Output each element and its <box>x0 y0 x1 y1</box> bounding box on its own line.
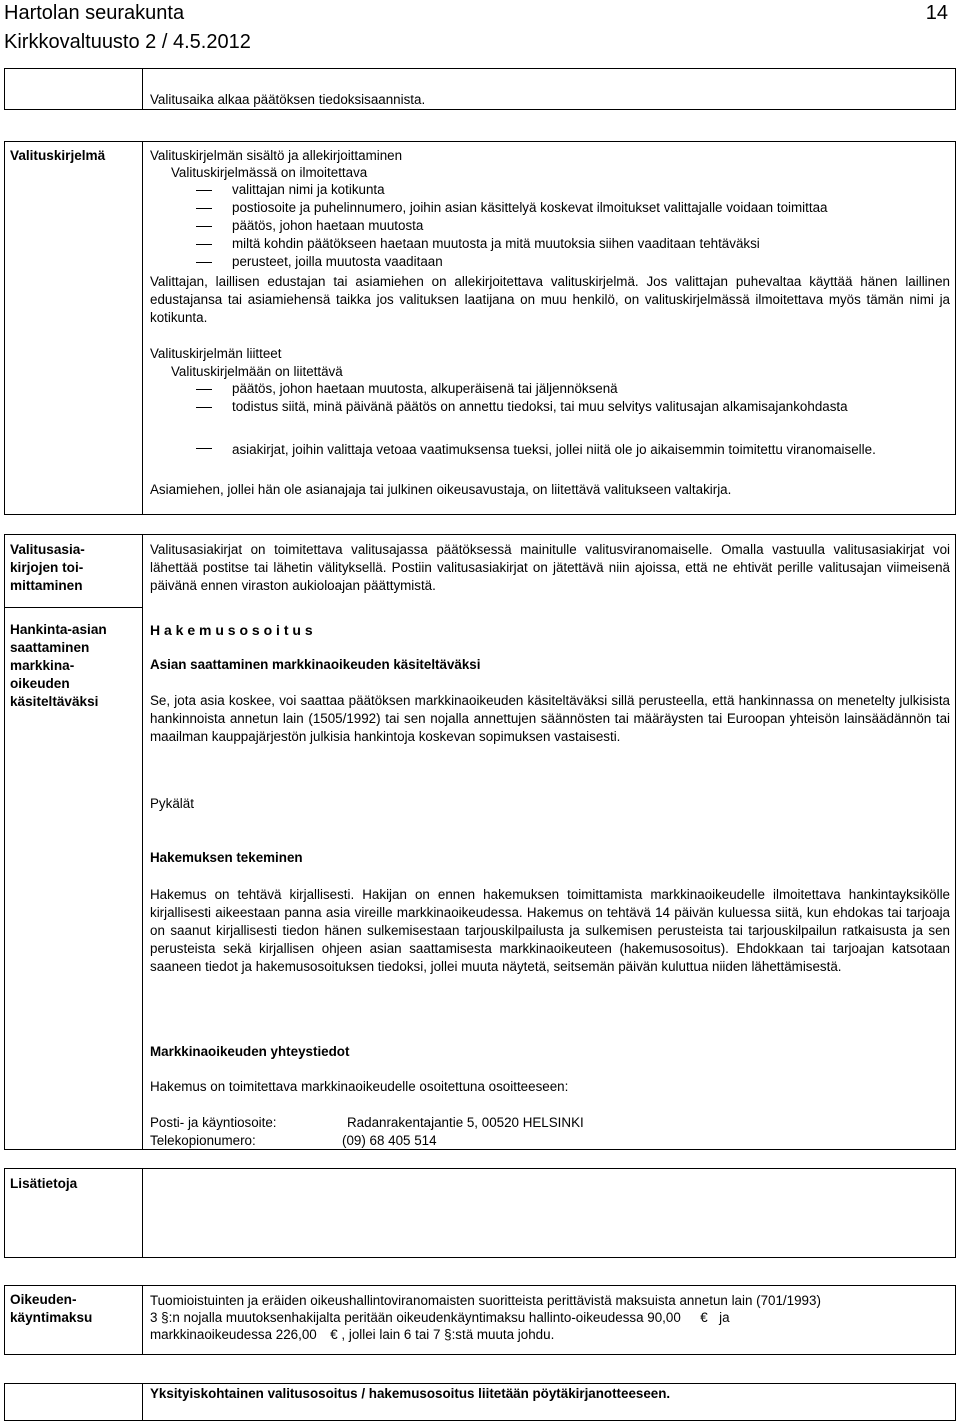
liitteet-subheading: Valituskirjelmään on liitettävä <box>171 364 343 379</box>
bullet-item: perusteet, joilla muutosta vaaditaan <box>232 254 443 269</box>
hakemus-heading: Hakemuksen tekeminen <box>150 850 303 865</box>
top-box <box>4 68 956 110</box>
label-separator <box>4 607 142 608</box>
dash-icon <box>196 190 212 191</box>
bullet-item: päätös, johon haetaan muutosta <box>232 218 424 233</box>
hakemus-box <box>4 534 956 1150</box>
hankinta-label-line: käsiteltäväksi <box>10 694 99 709</box>
bullet-item: valittajan nimi ja kotikunta <box>232 182 385 197</box>
dash-icon <box>196 448 212 449</box>
footer-text: Yksityiskohtainen valitusosoitus / hakemusosoitus liitetään pöytäkirjanotteeseen. <box>150 1386 671 1401</box>
dash-icon <box>196 226 212 227</box>
toimittaminen-label-line: kirjojen toi- <box>10 560 84 575</box>
toimittaminen-text: Valitusasiakirjat on toimitettava valitusajassa päätöksessä mainitulle valitusviranomaiselle. Omalla vastuulla valitusasiakirjat voi lähettää postitse tai lähetin välityksellä. Postiin valitusasiakirjat on jätettävä niin ajoissa, että ne ehtivät perille valitusajan viimeisenä päivänä ennen viraston aukioloajan päättymistä. <box>150 542 950 593</box>
top-box-line: Valitusaika alkaa päätöksen tiedoksisaannista. <box>150 92 426 107</box>
postiosoite-value: Radanrakentajantie 5, 00520 HELSINKI <box>347 1115 584 1130</box>
lisatietoja-divider <box>142 1168 143 1258</box>
oikeudenkayntimaksu-label-line: Oikeuden- <box>10 1292 77 1307</box>
hankinta-label-line: Hankinta-asian <box>10 622 107 637</box>
valituskirjelma-closing: Asiamiehen, jollei hän ole asianajaja tai julkinen oikeusavustaja, on liitettävä valitukseen valtakirja. <box>150 482 732 497</box>
hakemus-text: Hakemus on tehtävä kirjallisesti. Hakijan on ennen hakemuksen toimittamista markkinaoikeudelle ilmoitettava hankintayksikölle kirjallisesti aikeestaan panna asia vireille markkinaoikeudessa. Hakemus on tehtävä 14 päivän kuluessa siitä, kun ehdokas tai tarjoaja on saanut kirjallisesti tiedon hänen sulkemisestaan tarjouskilpailusta ja sulkemisen perusteista tai tarjouskilpailun ratkaisusta ja sen perusteista sekä kirjallisen ohjeen asian saattamisesta markkinaoikeuteen (hakemusosoitus). Ehdokkaan tai tarjoajan katsotaan saaneen tiedot ja hakemusosoituksen tiedoksi, jollei muuta näytetä, seitsemän päivän kuluttua niiden lähettämisestä. <box>150 887 950 974</box>
dash-icon <box>196 244 212 245</box>
oikeudenkayntimaksu-label-line: käyntimaksu <box>10 1310 93 1325</box>
liitteet-heading: Valituskirjelmän liitteet <box>150 346 282 361</box>
page-number: 14 <box>925 2 948 24</box>
maksu-line-2-suffix: ja <box>719 1310 730 1325</box>
lisatietoja-box <box>4 1168 956 1258</box>
maksu-line-3-text: markkinaoikeudessa 226,00 <box>150 1327 317 1342</box>
org-name: Hartolan seurakunta <box>4 2 185 24</box>
toimittaminen-label-line: mittaminen <box>10 578 83 593</box>
liite-item: asiakirjat, joihin valittaja vetoaa vaatimuksensa tueksi, jollei niitä ole jo aikaisemmin toimitettu viranomaiselle. <box>232 442 876 457</box>
liite-item: päätös, johon haetaan muutosta, alkuperäisenä tai jäljennöksenä <box>232 381 618 396</box>
top-box-divider <box>142 68 143 110</box>
valituskirjelma-para: Valittajan, laillisen edustajan tai asiamiehen on allekirjoitettava valituskirjelmä. Jos valittajan puhevaltaa käyttää hänen laillinen edustajansa tai asiamiehensä taikka jos valituksen laatijana on muu henkilö, on valituskirjelmässä ilmoitettava myös tämän nimi ja kotikunta. <box>150 274 950 325</box>
hakemus-divider <box>142 534 143 1150</box>
meeting-title: Kirkkovaltuusto 2 / 4.5.2012 <box>4 31 251 53</box>
yhteystiedot-heading: Markkinaoikeuden yhteystiedot <box>150 1044 350 1059</box>
liite-item: todistus siitä, minä päivänä päätös on annettu tiedoksi, tai muu selvitys valitusajan alkamisajankohdasta <box>232 399 848 414</box>
maksu-line-3 <box>150 1326 554 1344</box>
dash-icon <box>196 208 212 209</box>
maksu-line-1: Tuomioistuinten ja eräiden oikeushallintoviranomaisten suoritteista perittävistä maksuista annetun lain (701/1993) <box>150 1293 821 1308</box>
pykalat: Pykälät <box>150 796 194 811</box>
bullet-item: miltä kohdin päätökseen haetaan muutosta ja mitä muutoksia siihen vaaditaan tehtäväksi <box>232 236 760 251</box>
hakemusosoitus-subtitle: Asian saattaminen markkinaoikeuden käsiteltäväksi <box>150 657 481 672</box>
euro-icon: € <box>330 1327 338 1342</box>
postiosoite-label: Posti- ja käyntiosoite: <box>150 1115 277 1130</box>
hankinta-label-line: saattaminen <box>10 640 90 655</box>
lisatietoja-label: Lisätietoja <box>10 1176 78 1191</box>
toimittaminen-label-line: Valitusasia- <box>10 542 85 557</box>
dash-icon <box>196 389 212 390</box>
telekopio-label: Telekopionumero: <box>150 1133 256 1148</box>
hakemusosoitus-title: H a k e m u s o s o i t u s <box>150 622 313 638</box>
hankinta-label-line: markkina- <box>10 658 75 673</box>
yhteystiedot-text: Hakemus on toimitettava markkinaoikeudelle osoitettuna osoitteeseen: <box>150 1079 569 1094</box>
hankinta-para: Se, jota asia koskee, voi saattaa päätöksen markkinaoikeuden käsiteltäväksi sillä perusteella, että hankinnassa on menetelty julkisista hankinnoista annetun lain (1505/1992) tai sen nojalla annettujen säännösten tai määräysten tai Euroopan yhteisön lainsäädännön tai maailman kauppajärjestön julkisia hankintoja koskevan sopimuksen vastaisesti. <box>150 693 950 744</box>
maksu-line-2-text: 3 §:n nojalla muutoksenhakijalta peritään oikeudenkäyntimaksu hallinto-oikeudessa 90,00 <box>150 1310 681 1325</box>
valituskirjelma-heading: Valituskirjelmän sisältö ja allekirjoittaminen <box>150 148 403 163</box>
valituskirjelma-label: Valituskirjelmä <box>10 148 106 163</box>
valituskirjelma-subheading: Valituskirjelmässä on ilmoitettava <box>171 165 368 180</box>
hankinta-label-line: oikeuden <box>10 676 70 691</box>
euro-icon: € <box>700 1310 708 1325</box>
dash-icon <box>196 407 212 408</box>
oikeudenkayntimaksu-divider <box>142 1285 143 1355</box>
maksu-line-2 <box>150 1309 730 1327</box>
telekopio-value: (09) 68 405 514 <box>342 1133 437 1148</box>
maksu-line-3-suffix: , jollei lain 6 tai 7 §:stä muuta johdu. <box>341 1327 555 1342</box>
dash-icon <box>196 262 212 263</box>
bullet-item: postiosoite ja puhelinnumero, joihin asian käsittelyä koskevat ilmoitukset valittajalle voidaan toimittaa <box>232 200 828 215</box>
valituskirjelma-divider <box>142 141 143 515</box>
footer-box-divider <box>142 1383 143 1421</box>
